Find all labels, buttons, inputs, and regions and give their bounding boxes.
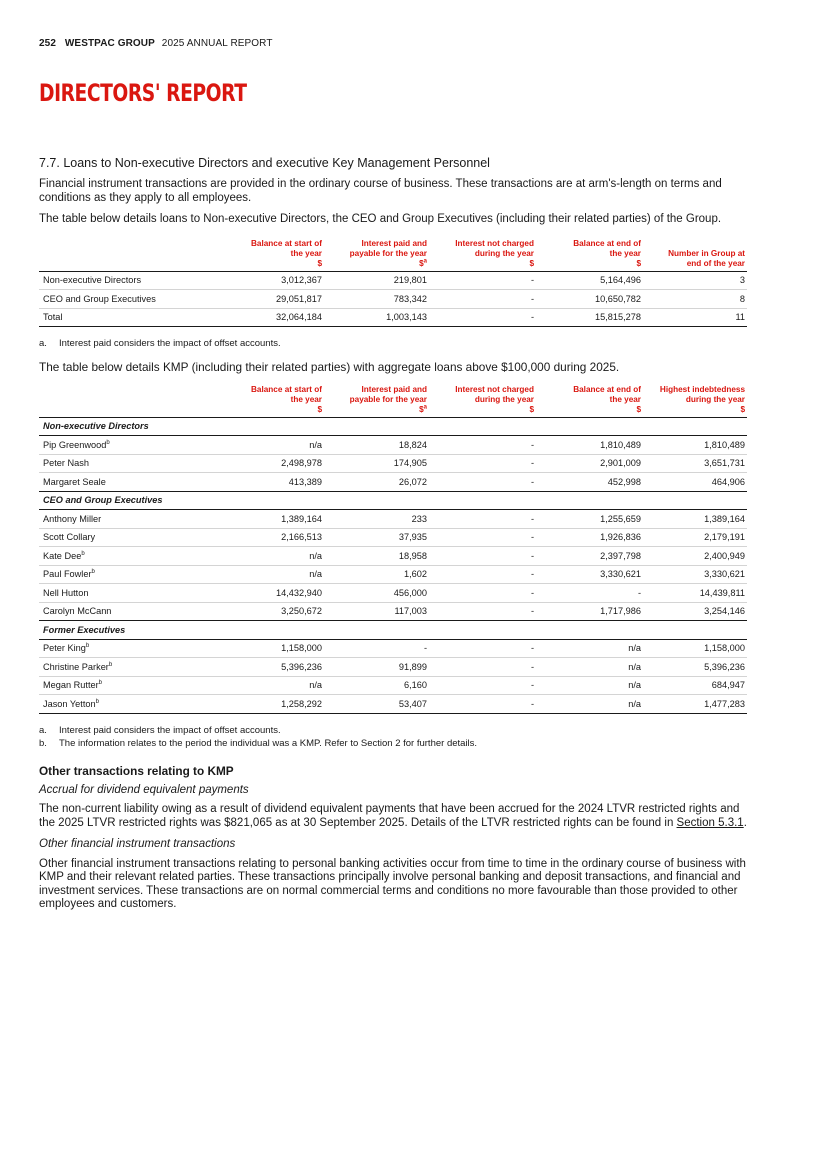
cell-value: 1,389,164: [643, 510, 747, 529]
column-header-line: Interest paid and: [361, 238, 427, 248]
table-row: [39, 271, 747, 290]
cell-value: 10,650,782: [536, 290, 643, 309]
cell-value: n/a: [234, 436, 324, 455]
cell-value: 14,439,811: [643, 584, 747, 603]
footnote: [39, 724, 747, 737]
cell-value: 219,801: [324, 271, 429, 290]
cell-value: 91,899: [324, 658, 429, 677]
cell-value: n/a: [536, 639, 643, 658]
other-transactions: [39, 764, 747, 912]
cell-value: n/a: [536, 658, 643, 677]
cell-value: 2,400,949: [643, 547, 747, 566]
cell-value: -: [429, 547, 536, 566]
cell-value: -: [429, 308, 536, 327]
cell-value: 783,342: [324, 290, 429, 309]
table1-footnote: [39, 337, 747, 350]
footnote-label: b.: [39, 737, 47, 749]
table-row: [39, 547, 747, 566]
column-header-line: Balance at end of: [573, 238, 641, 248]
section-paragraph-1: Financial instrument transactions are provided in the ordinary course of business. These transactions are at arm's-length on terms and conditions as they apply to all employees.: [39, 178, 722, 204]
cell-value: 15,815,278: [536, 308, 643, 327]
table-row: [39, 436, 747, 455]
column-header-line: during the year: [474, 248, 534, 258]
group-heading: CEO and Group Executives: [39, 491, 747, 510]
cell-value: 3: [643, 271, 747, 290]
cell-value: -: [429, 290, 536, 309]
person-name: Paul Fowler$^b$: [39, 565, 234, 584]
column-header-line: end of the year: [686, 258, 745, 268]
footnote-text: The information relates to the period the individual was a KMP. Refer to Section 2 for further details.: [59, 737, 478, 749]
column-header: [643, 385, 747, 418]
footnote-marker: b: [98, 680, 103, 687]
cell-value: 1,602: [324, 565, 429, 584]
footnote-marker: b: [106, 439, 110, 446]
row-label: CEO and Group Executives: [39, 290, 234, 309]
column-header-line: the year: [290, 394, 322, 404]
cell-value: -: [429, 271, 536, 290]
footnote-marker: a: [423, 403, 427, 410]
cell-value: -: [429, 602, 536, 621]
cell-value: 1,810,489: [536, 436, 643, 455]
cell-value: 2,179,191: [643, 528, 747, 547]
content: [39, 156, 747, 920]
cell-value: 3,254,146: [643, 602, 747, 621]
kmp-loans-table: [39, 385, 747, 714]
column-header: [234, 239, 324, 272]
column-header-line: $: [636, 258, 641, 268]
person-name: Peter King$^b$: [39, 639, 234, 658]
cell-value: 5,396,236: [234, 658, 324, 677]
table-row: [39, 602, 747, 621]
cell-value: 2,498,978: [234, 454, 324, 473]
cell-value: 14,432,940: [234, 584, 324, 603]
cell-value: -: [429, 584, 536, 603]
cell-value: -: [429, 658, 536, 677]
column-header-line: Balance at start of: [251, 384, 322, 394]
column-header: [643, 239, 747, 272]
column-header-line: $: [317, 404, 322, 414]
cell-value: 32,064,184: [234, 308, 324, 327]
person-name: Nell Hutton: [39, 584, 234, 603]
footnote: [39, 737, 747, 750]
column-header-line: during the year: [685, 394, 745, 404]
cell-value: 11: [643, 308, 747, 327]
page-number: 252: [39, 38, 56, 49]
column-header-line: Interest paid and: [361, 384, 427, 394]
footnote-marker: b: [108, 661, 113, 668]
cell-value: -: [429, 510, 536, 529]
cell-value: n/a: [536, 676, 643, 695]
table-row: [39, 473, 747, 492]
cell-value: -: [429, 473, 536, 492]
column-header-line: Balance at end of: [573, 384, 641, 394]
cell-value: 174,905: [324, 454, 429, 473]
column-header-line: $: [636, 404, 641, 414]
column-header: [324, 239, 429, 272]
para-text: The non-current liability owing as a result of dividend equivalent payments that have been accrued for the 2024 LTVR restricted rights and the 2025 LTVR restricted rights was $821,065 as at 30 September 2025. Details of the LTVR restricted rights can be found in: [39, 803, 740, 829]
cell-value: 6,160: [324, 676, 429, 695]
column-header: [324, 385, 429, 418]
row-label: Non-executive Directors: [39, 271, 234, 290]
table-row: [39, 658, 747, 677]
group-heading-row: [39, 417, 747, 436]
kmp-intro: The table below details KMP (including their related parties) with aggregate loans above $100,000 during 2025.: [39, 360, 620, 374]
cell-value: n/a: [536, 695, 643, 714]
cell-value: 452,998: [536, 473, 643, 492]
column-header-line: $: [740, 404, 745, 414]
cell-value: 3,651,731: [643, 454, 747, 473]
cell-value: 1,477,283: [643, 695, 747, 714]
table-row: [39, 290, 747, 309]
section-paragraph-2: The table below details loans to Non-executive Directors, the CEO and Group Executives (including their related parties) of the Group.: [39, 213, 722, 225]
cell-value: 2,901,009: [536, 454, 643, 473]
loans-summary-table: [39, 239, 747, 328]
column-header: [429, 385, 536, 418]
footnote-marker: a: [423, 257, 427, 264]
column-header: [536, 239, 643, 272]
cell-value: 26,072: [324, 473, 429, 492]
table2-footnotes: [39, 724, 747, 750]
cell-value: -: [429, 528, 536, 547]
table-row: [39, 528, 747, 547]
table-row: [39, 565, 747, 584]
section-link[interactable]: Section 5.3.1: [676, 816, 744, 829]
group-heading-row: [39, 491, 747, 510]
cell-value: 684,947: [643, 676, 747, 695]
cell-value: 2,397,798: [536, 547, 643, 566]
column-header: [536, 385, 643, 418]
cell-value: 2,166,513: [234, 528, 324, 547]
cell-value: 1,003,143: [324, 308, 429, 327]
footnote-text: Interest paid considers the impact of offset accounts.: [59, 338, 281, 349]
cell-value: 18,824: [324, 436, 429, 455]
other-paragraph-2: Other financial instrument transactions relating to personal banking activities occur from time to time in the ordinary course of business with KMP and their relevant related parties. These transactions principally involve personal banking and deposit transactions, and financial and investment services. These transactions are on normal commercial terms and conditions no more favourable than those provided to other employees and customers.: [39, 857, 746, 910]
table-row: [39, 454, 747, 473]
other-paragraph-1: [39, 803, 747, 830]
column-header-line: the year: [290, 248, 322, 258]
cell-value: 29,051,817: [234, 290, 324, 309]
cell-value: 1,389,164: [234, 510, 324, 529]
report-name: 2025 ANNUAL REPORT: [161, 38, 273, 49]
person-name: Peter Nash: [39, 454, 234, 473]
report-title: DIRECTORS' REPORT: [39, 79, 247, 107]
footnote-marker: b: [91, 569, 95, 576]
column-header-name: [39, 239, 234, 272]
column-header-line: Interest not charged: [455, 238, 534, 248]
table-row: [39, 695, 747, 714]
cell-value: 8: [643, 290, 747, 309]
footnote-marker: b: [95, 698, 99, 705]
cell-value: -: [429, 676, 536, 695]
cell-value: 1,258,292: [234, 695, 324, 714]
cell-value: 1,926,836: [536, 528, 643, 547]
person-name: Anthony Miller: [39, 510, 234, 529]
cell-value: 1,158,000: [643, 639, 747, 658]
column-header-line: during the year: [474, 394, 534, 404]
person-name: Jason Yetton$^b$: [39, 695, 234, 714]
company-name: WESTPAC GROUP: [64, 38, 155, 49]
cell-value: -: [536, 584, 643, 603]
cell-value: 53,407: [324, 695, 429, 714]
column-header-line: the year: [609, 394, 641, 404]
column-header: [429, 239, 536, 272]
table-row: [39, 639, 747, 658]
cell-value: -: [324, 639, 429, 658]
column-header-line: payable for the year: [349, 248, 427, 258]
footnote-marker: b: [85, 643, 90, 650]
column-header-line: Highest indebtedness: [659, 384, 745, 394]
cell-value: 3,012,367: [234, 271, 324, 290]
cell-value: 3,330,621: [643, 565, 747, 584]
cell-value: n/a: [234, 676, 324, 695]
cell-value: n/a: [234, 547, 324, 566]
column-header-line: $: [419, 404, 424, 414]
cell-value: 37,935: [324, 528, 429, 547]
person-name: Scott Collary: [39, 528, 234, 547]
column-header-line: $: [419, 258, 424, 268]
cell-value: 1,158,000: [234, 639, 324, 658]
table-row: [39, 510, 747, 529]
para-text-end: .: [743, 816, 747, 829]
column-header: [234, 385, 324, 418]
person-name: Megan Rutter$^b$: [39, 676, 234, 695]
cell-value: 1,255,659: [536, 510, 643, 529]
group-heading-row: [39, 621, 747, 640]
cell-value: 464,906: [643, 473, 747, 492]
column-header-line: payable for the year: [349, 394, 427, 404]
footnote-label: a.: [39, 724, 47, 736]
cell-value: 1,810,489: [643, 436, 747, 455]
person-name: Christine Parker$^b$: [39, 658, 234, 677]
footnote-text: Interest paid considers the impact of offset accounts.: [59, 724, 281, 736]
table-header-row: [39, 239, 747, 272]
column-header-name: [39, 385, 234, 418]
section-title: 7.7. Loans to Non-executive Directors and executive Key Management Personnel: [39, 156, 490, 170]
column-header-line: $: [529, 258, 534, 268]
person-name: Pip Greenwood$^b$: [39, 436, 234, 455]
person-name: Margaret Seale: [39, 473, 234, 492]
person-name: Carolyn McCann: [39, 602, 234, 621]
cell-value: -: [429, 565, 536, 584]
other-title: Other transactions relating to KMP: [39, 763, 234, 778]
other-subheading-1: Accrual for dividend equivalent payments: [39, 783, 249, 796]
cell-value: -: [429, 436, 536, 455]
table-row: [39, 584, 747, 603]
column-header-line: the year: [609, 248, 641, 258]
column-header-line: Balance at start of: [251, 238, 322, 248]
group-heading: Non-executive Directors: [39, 417, 747, 436]
cell-value: 413,389: [234, 473, 324, 492]
other-subheading-2: Other financial instrument transactions: [39, 838, 236, 850]
cell-value: -: [429, 454, 536, 473]
column-header-line: $: [317, 258, 322, 268]
cell-value: 18,958: [324, 547, 429, 566]
cell-value: -: [429, 695, 536, 714]
cell-value: 5,164,496: [536, 271, 643, 290]
cell-value: 5,396,236: [643, 658, 747, 677]
column-header-line: Number in Group at: [668, 248, 745, 258]
table-header-row: [39, 385, 747, 418]
column-header-line: $: [529, 404, 534, 414]
cell-value: 117,003: [324, 602, 429, 621]
total-row: [39, 308, 747, 327]
cell-value: -: [429, 639, 536, 658]
running-header: [39, 38, 273, 49]
row-label: Total: [39, 308, 234, 327]
footnote-label: a.: [39, 338, 47, 349]
person-name: Kate Dee$^b$: [39, 547, 234, 566]
cell-value: 456,000: [324, 584, 429, 603]
table-row: [39, 676, 747, 695]
footnote-marker: b: [81, 550, 85, 557]
cell-value: 3,250,672: [234, 602, 324, 621]
cell-value: n/a: [234, 565, 324, 584]
cell-value: 233: [324, 510, 429, 529]
cell-value: 3,330,621: [536, 565, 643, 584]
column-header-line: Interest not charged: [455, 384, 534, 394]
group-heading: Former Executives: [39, 621, 747, 640]
cell-value: 1,717,986: [536, 602, 643, 621]
